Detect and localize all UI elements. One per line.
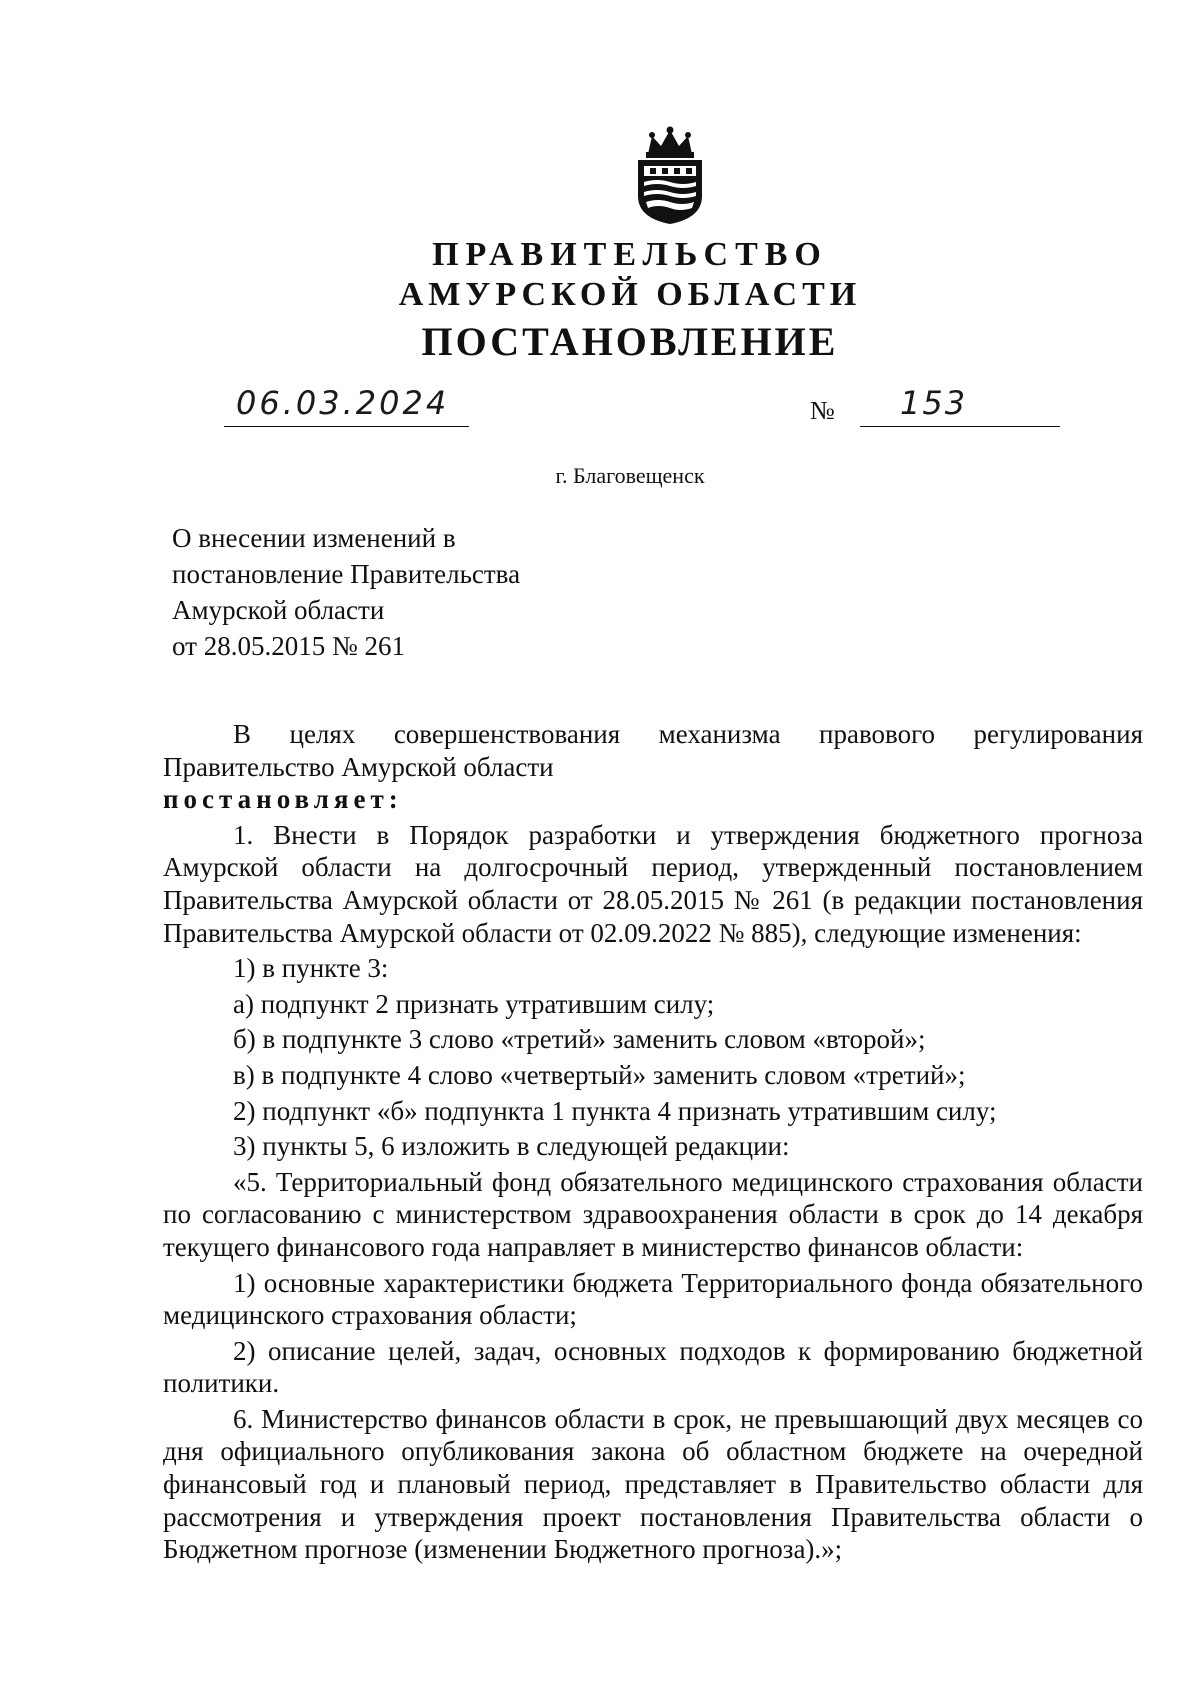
body-paragraph: 3) пункты 5, 6 изложить в следующей редакции: <box>233 1131 790 1162</box>
subject-line: от 28.05.2015 № 261 <box>172 631 405 661</box>
city-line: г. Благовещенск <box>555 463 705 488</box>
document-number: 153 <box>900 384 968 422</box>
decree-word: постановляет: <box>163 784 403 815</box>
authority-title-line1: ПРАВИТЕЛЬСТВО <box>432 236 828 273</box>
body-paragraph: «5. Территориальный фонд обязательного медицинского страхования области по согласованию с министерством здравоохранения области в срок до 14 декабря текущего финансового года направляет в министерство финансов области: <box>163 1166 1143 1262</box>
number-sign: № <box>810 396 835 425</box>
body-paragraph: 1. Внести в Порядок разработки и утверждения бюджетного прогноза Амурской области на долгосрочный период, утвержденный постановлением Правительства Амурской области от 28.05.2015 № 261 (в редакции постановления Правительства Амурской области от 02.09.2022 № 885), следующие изменения: <box>163 819 1143 948</box>
body-paragraph: 2) подпункт «б» подпункта 1 пункта 4 признать утратившим силу; <box>233 1095 997 1126</box>
subject-line: О внесении изменений в <box>172 523 456 553</box>
subject-line: Амурской области <box>172 595 385 625</box>
preamble-paragraph: В целях совершенствования механизма правового регулирования Правительство Амурской области <box>163 719 1143 782</box>
body-paragraph: 6. Министерство финансов области в срок, не превышающий двух месяцев со дня официального опубликования закона об областном бюджете на очередной финансовый год и плановый период, представляет в Правительство области для рассмотрения и утверждения проект постановления Правительства области о Бюджетном прогнозе (изменении Бюджетного прогноза).»; <box>163 1403 1143 1565</box>
body-paragraph: 1) основные характеристики бюджета Территориального фонда обязательного медицинского страхования области; <box>163 1267 1143 1331</box>
body-paragraph: а) подпункт 2 признать утратившим силу; <box>233 988 715 1019</box>
amur-oblast-coat-of-arms-icon <box>630 126 710 226</box>
document-body <box>163 718 1143 1566</box>
subject-line: постановление Правительства <box>172 559 521 589</box>
body-paragraph: 2) описание целей, задач, основных подходов к формированию бюджетной политики. <box>163 1335 1143 1399</box>
body-paragraph: в) в подпункте 4 слово «четвертый» заменить словом «третий»; <box>233 1059 966 1090</box>
body-paragraph: б) в подпункте 3 слово «третий» заменить словом «второй»; <box>233 1024 926 1055</box>
authority-title-line2: АМУРСКОЙ ОБЛАСТИ <box>398 276 862 313</box>
body-paragraph: 1) в пункте 3: <box>233 953 389 984</box>
document-subject <box>172 520 520 664</box>
document-type-title: ПОСТАНОВЛЕНИЕ <box>421 319 839 364</box>
document-date: 06.03.2024 <box>236 384 450 422</box>
